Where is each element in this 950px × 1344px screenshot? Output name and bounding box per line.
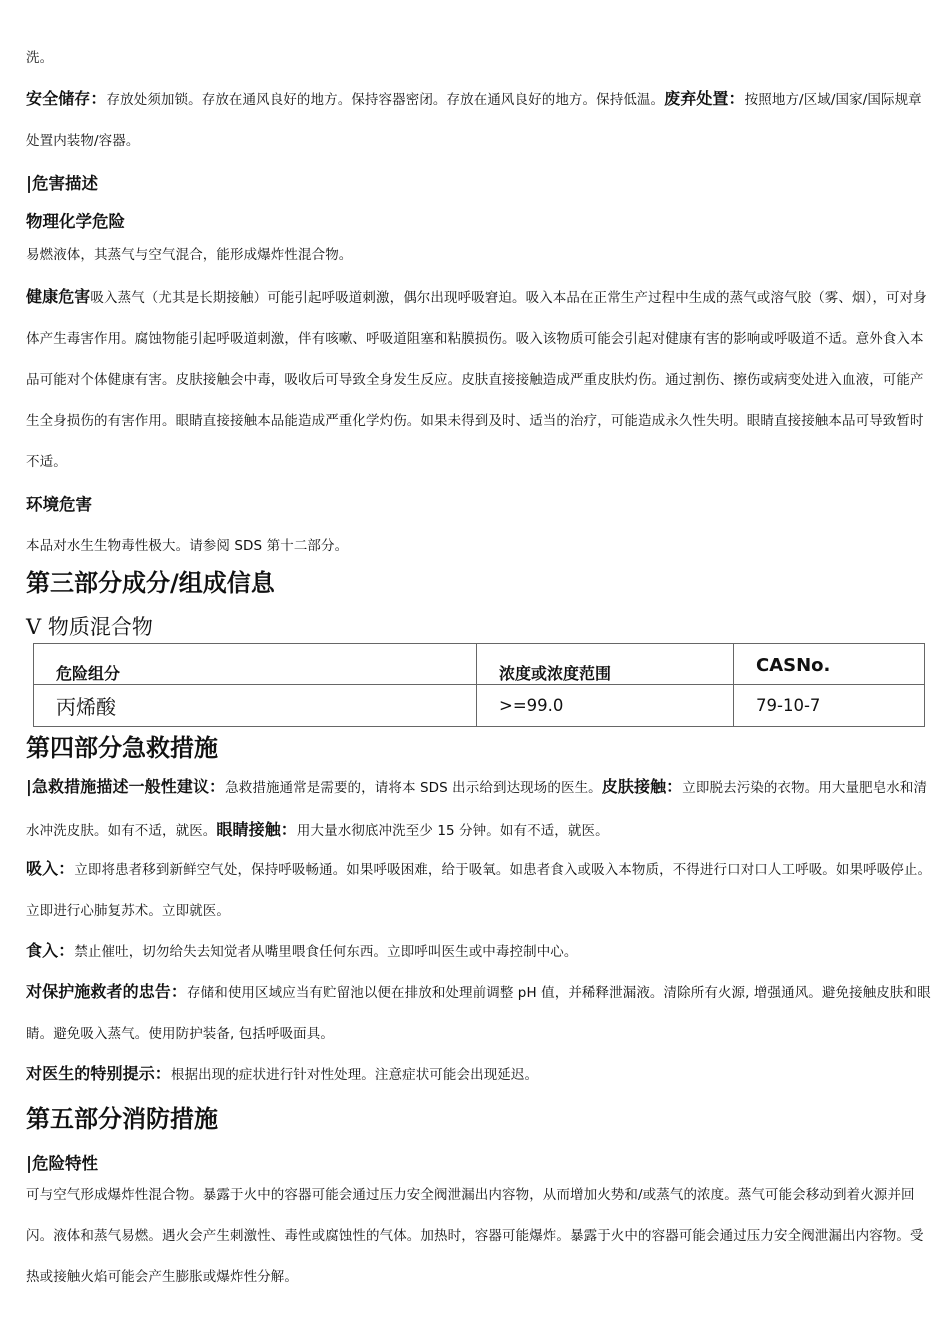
ingestion-paragraph	[26, 930, 932, 973]
inhalation-text: 立即将患者移到新鲜空气处，保持呼吸畅通。如果呼吸困难，给于吸氧。如患者食入或吸入本物质，不得进行口对口人工呼吸。如果呼吸停止。立即进行心肺复苏术。立即就医。	[26, 862, 932, 919]
disposal-label: 废弃处置：	[664, 89, 745, 108]
ingestion-text: 禁止催吐，切勿给失去知觉者从嘴里喂食任何东西。立即呼叫医生或中毒控制中心。	[74, 944, 578, 960]
paragraph-continuation	[26, 38, 932, 79]
header-cas	[734, 644, 925, 685]
composition-table	[33, 643, 925, 727]
doctor-paragraph	[26, 1053, 932, 1096]
storage-paragraph	[26, 78, 932, 162]
continuation-text: 洗。	[26, 50, 54, 66]
part5-heading: 第五部分消防措施	[26, 1105, 218, 1133]
first-aid-paragraph	[26, 766, 932, 852]
hazard-description-heading: |危害描述	[26, 174, 99, 193]
general-advice-label: |急救措施描述一般性建议：	[26, 777, 226, 796]
env-hazard-text: 本品对水生生物毒性极大。请参阅 SDS 第十二部分。	[26, 538, 349, 554]
cell-concentration: >=99.0	[477, 685, 734, 727]
inhalation-paragraph	[26, 848, 932, 932]
part5-subheading: |危险特性	[26, 1154, 99, 1173]
rescuer-text: 存储和使用区域应当有贮留池以便在排放和处理前调整 pH 值，并稀释泄漏液。清除所有火源, 增强通风。避免接触皮肤和眼睛。避免吸入蒸气。使用防护装备, 包括呼吸面具。	[26, 985, 931, 1042]
fire-hazard-text: 可与空气形成爆炸性混合物。暴露于火中的容器可能会通过压力安全阀泄漏出内容物，从而增加火势和/或蒸气的浓度。蒸气可能会移动到着火源并回闪。液体和蒸气易燃。遇火会产生刺激性、毒性或腐蚀性的气体。加热时，容器可能爆炸。暴露于火中的容器可能会通过压力安全阀泄漏出内容物。受热或接触火焰可能会产生膨胀或爆炸性分解。	[26, 1187, 924, 1285]
env-hazard-heading: 环境危害	[26, 495, 92, 514]
part3-subheading: V 物质混合物	[26, 615, 153, 639]
physchem-hazard-heading: 物理化学危险	[26, 212, 125, 231]
eye-contact-label: 眼睛接触：	[216, 820, 297, 839]
header-concentration: 浓度或浓度范围	[477, 644, 734, 685]
skin-contact-text: 立即脱去污染的衣物。用大量肥皂水和清水冲洗皮肤。如有不适，就医。	[26, 780, 928, 839]
table-row	[34, 685, 925, 727]
rescuer-paragraph	[26, 971, 932, 1055]
part3-heading: 第三部分成分/组成信息	[26, 569, 275, 597]
ingestion-label: 食入：	[26, 941, 75, 960]
health-hazard-text: 吸入蒸气（尤其是长期接触）可能引起呼吸道刺激，偶尔出现呼吸窘迫。吸入本品在正常生产过程中生成的蒸气或溶气胶（雾、烟），可对身体产生毒害作用。腐蚀物能引起呼吸道刺激，伴有咳嗽、呼吸道阻塞和粘膜损伤。吸入该物质可能会引起对健康有害的影响或呼吸道不适。意外食入本品可能对个体健康有害。皮肤接触会中毒，吸收后可导致全身发生反应。皮肤直接接触造成严重皮肤灼伤。通过割伤、擦伤或病变处进入血液，可能产生全身损伤的有害作用。眼睛直接接触本品能造成严重化学灼伤。如果未得到及时、适当的治疗，可能造成永久性失明。眼睛直接接触本品可导致暂时不适。	[26, 290, 927, 470]
general-advice-text: 急救措施通常是需要的，请将本 SDS 出示给到达现场的医生。	[225, 780, 602, 796]
skin-contact-label: 皮肤接触：	[601, 777, 683, 796]
component-name: 丙烯酸	[56, 695, 116, 719]
cell-component	[34, 685, 477, 727]
rescuer-label: 对保护施救者的忠告：	[26, 982, 188, 1001]
safe-storage-text: 存放处须加锁。存放在通风良好的地方。保持容器密闭。存放在通风良好的地方。保持低温。	[106, 92, 665, 108]
disposal-text: 按照地方/区域/国家/国际规章处置内装物/容器。	[26, 92, 922, 149]
doctor-text: 根据出现的症状进行针对性处理。注意症状可能会出现延迟。	[170, 1067, 539, 1083]
doctor-label: 对医生的特别提示：	[26, 1064, 171, 1083]
header-component: 危险组分	[34, 644, 477, 685]
health-hazard-paragraph	[26, 276, 932, 483]
safe-storage-label: 安全储存：	[26, 89, 107, 108]
part4-heading: 第四部分急救措施	[26, 734, 218, 762]
cas-header-text: CASNo.	[756, 655, 831, 676]
cell-cas: 79-10-7	[734, 685, 925, 727]
eye-contact-text: 用大量水彻底冲洗至少 15 分钟。如有不适，就医。	[296, 823, 609, 839]
health-hazard-label: 健康危害	[26, 287, 91, 306]
table-header-row	[34, 644, 925, 685]
physchem-hazard-text: 易燃液体，其蒸气与空气混合，能形成爆炸性混合物。	[26, 247, 353, 263]
inhalation-label: 吸入：	[26, 859, 75, 878]
